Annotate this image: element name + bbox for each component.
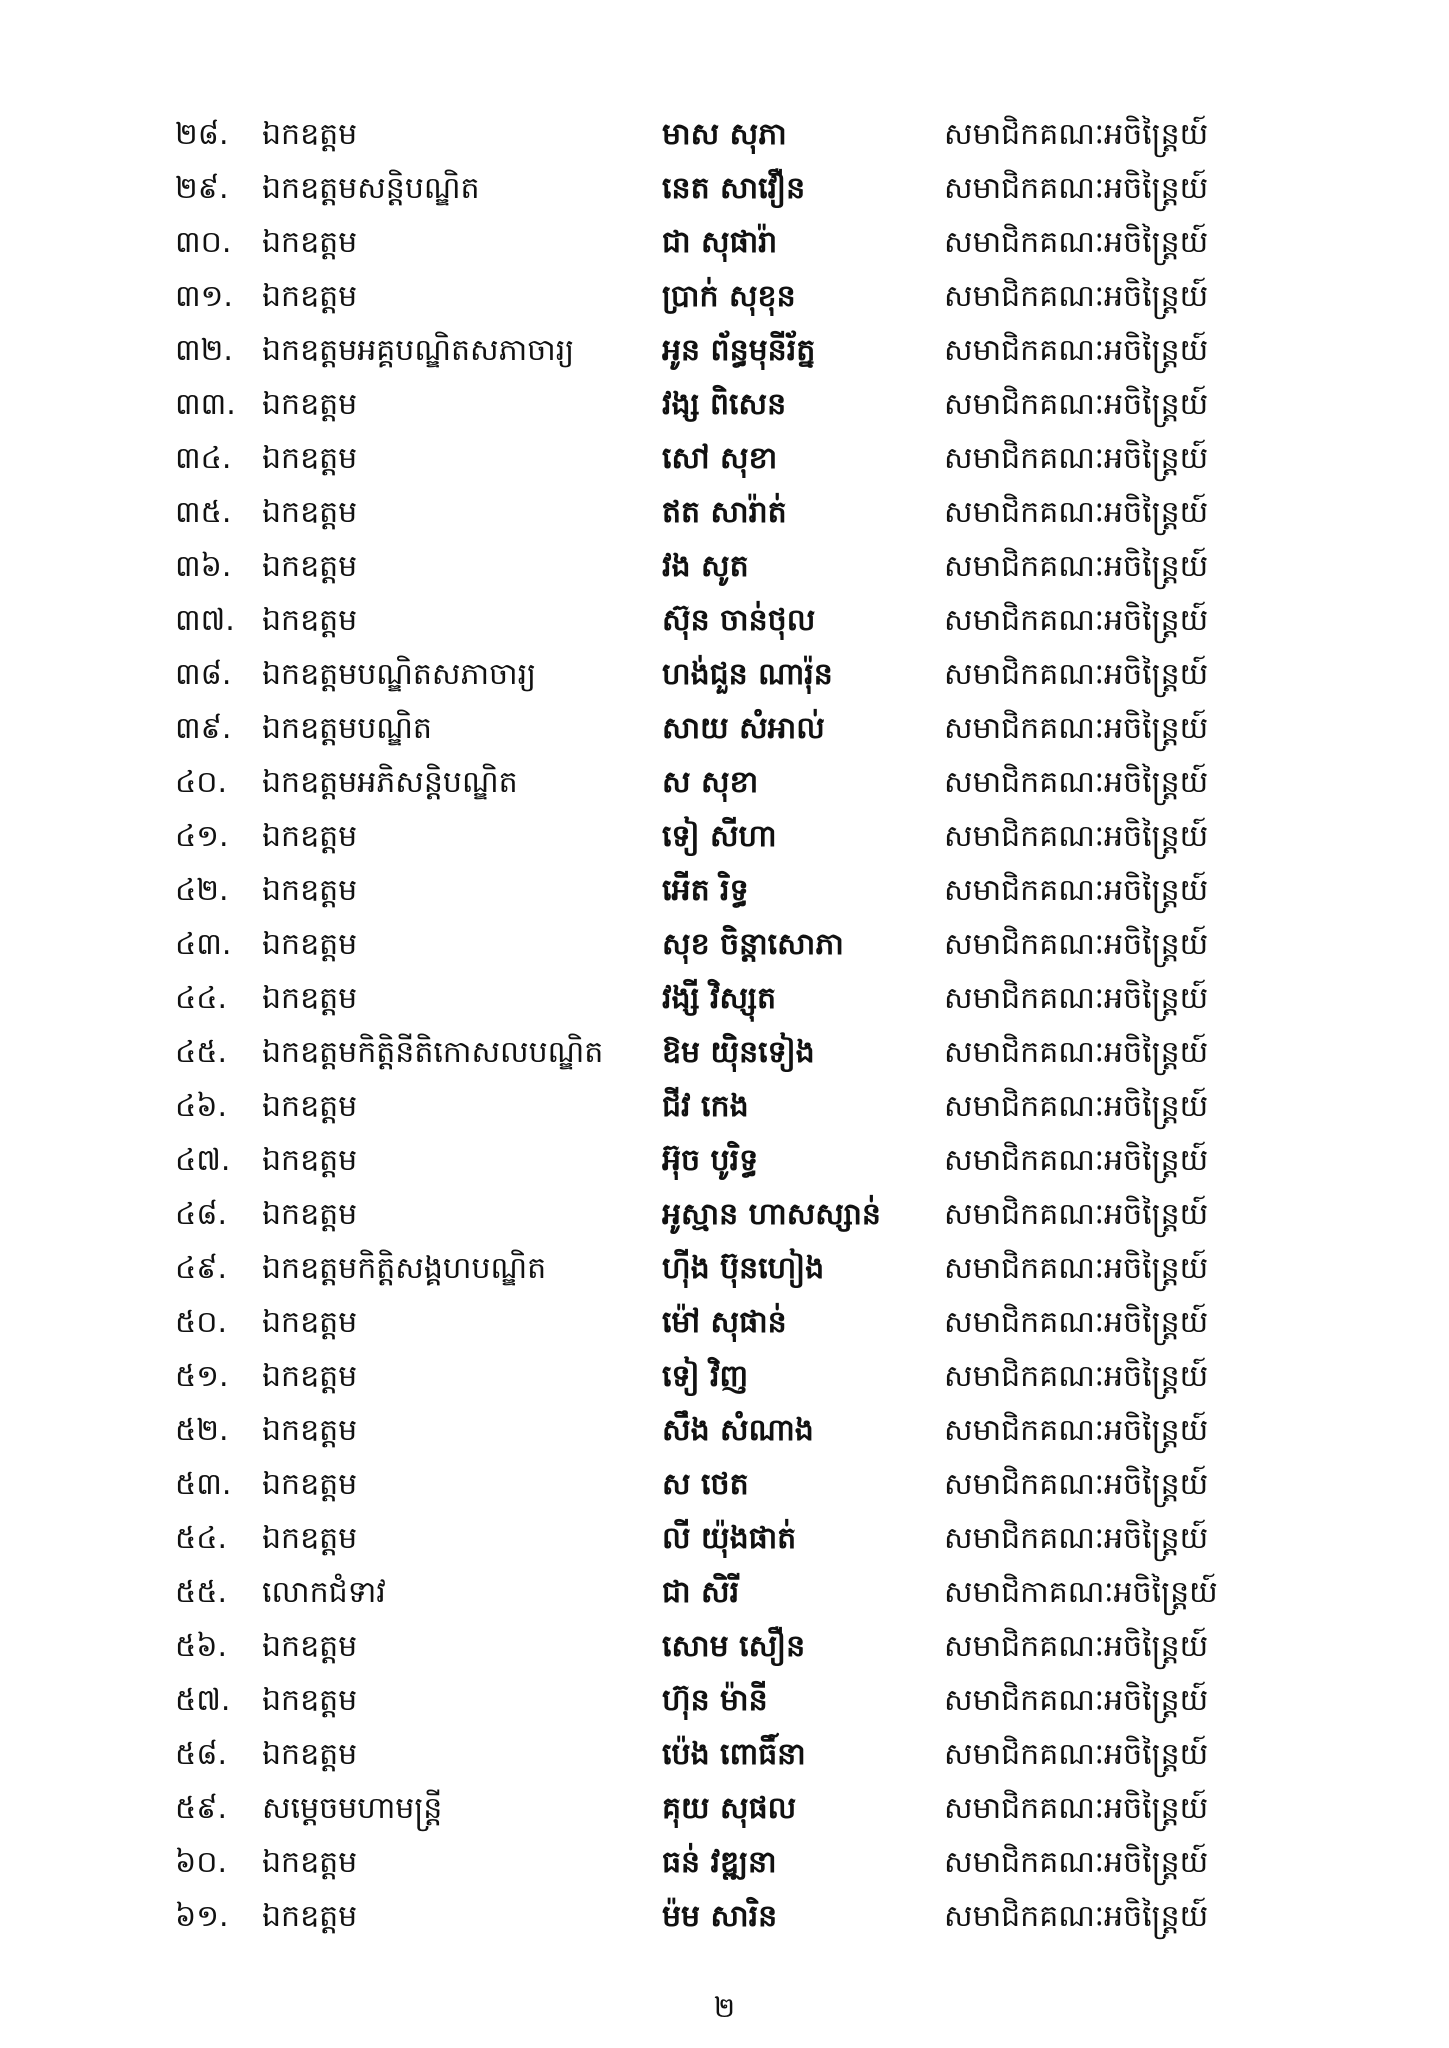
item-role: សមាជិកគណៈអចិន្ត្រៃយ៍ bbox=[944, 1143, 1209, 1178]
item-number: ៤៩. bbox=[175, 1251, 228, 1286]
list-item bbox=[0, 270, 1449, 324]
list-item bbox=[0, 432, 1449, 486]
item-number: ២៨. bbox=[175, 117, 229, 152]
item-name: ជីវ កេង bbox=[662, 1089, 749, 1124]
item-title: ឯកឧត្តម bbox=[262, 1089, 358, 1124]
list-item bbox=[0, 594, 1449, 648]
item-number: ៣៣. bbox=[175, 387, 236, 422]
item-role: សមាជិកគណៈអចិន្ត្រៃយ៍ bbox=[944, 981, 1209, 1016]
list-item bbox=[0, 378, 1449, 432]
item-name: សៅ សុខា bbox=[662, 441, 778, 476]
list-item bbox=[0, 1350, 1449, 1404]
item-number: ៣៦. bbox=[175, 549, 232, 584]
list-item bbox=[0, 1134, 1449, 1188]
item-title: ឯកឧត្តម bbox=[262, 1899, 358, 1934]
item-number: ៥០. bbox=[175, 1305, 228, 1340]
item-number: ៤៥. bbox=[175, 1035, 228, 1070]
list-item bbox=[0, 1404, 1449, 1458]
list-item bbox=[0, 1188, 1449, 1242]
list-item bbox=[0, 972, 1449, 1026]
item-name: ស៊ុន ចាន់ថុល bbox=[662, 603, 816, 638]
list-item bbox=[0, 1458, 1449, 1512]
item-title: ឯកឧត្តមកិត្តិនីតិកោសលបណ្ឌិត bbox=[262, 1035, 604, 1070]
list-item bbox=[0, 1836, 1449, 1890]
item-title: ឯកឧត្តម bbox=[262, 1683, 358, 1718]
item-number: ៣៩. bbox=[175, 711, 232, 746]
item-name: ជា សិរី bbox=[662, 1575, 740, 1610]
item-name: អូស្មាន ហាសស្សាន់ bbox=[662, 1197, 881, 1232]
item-number: ៣១. bbox=[175, 279, 233, 314]
item-number: ៥៥. bbox=[175, 1575, 228, 1610]
item-title: ឯកឧត្តម bbox=[262, 549, 358, 584]
item-role: សមាជិកគណៈអចិន្ត្រៃយ៍ bbox=[944, 1845, 1209, 1880]
list-item bbox=[0, 810, 1449, 864]
item-number: ៥៣. bbox=[175, 1467, 232, 1502]
list-item bbox=[0, 540, 1449, 594]
item-number: ៣២. bbox=[175, 333, 233, 368]
item-name: ប្រាក់ សុខុន bbox=[662, 279, 796, 314]
item-name: ជា សុផារ៉ា bbox=[662, 225, 778, 260]
item-name: វង្សី វិស្សុត bbox=[662, 981, 777, 1016]
list-item bbox=[0, 1620, 1449, 1674]
item-number: ៤៨. bbox=[175, 1197, 228, 1232]
item-number: ៥៨. bbox=[175, 1737, 228, 1772]
item-name: វង្ស ពិសេន bbox=[662, 387, 787, 422]
item-role: សមាជិកគណៈអចិន្ត្រៃយ៍ bbox=[944, 1683, 1209, 1718]
item-number: ៥១. bbox=[175, 1359, 229, 1394]
item-title: ឯកឧត្តមអភិសន្តិបណ្ឌិត bbox=[262, 765, 518, 800]
item-title: ឯកឧត្តម bbox=[262, 117, 358, 152]
list-item bbox=[0, 1782, 1449, 1836]
item-role: សមាជិកគណៈអចិន្ត្រៃយ៍ bbox=[944, 1089, 1209, 1124]
item-role: សមាជិកគណៈអចិន្ត្រៃយ៍ bbox=[944, 1197, 1209, 1232]
item-title: ឯកឧត្តម bbox=[262, 1845, 358, 1880]
list-item bbox=[0, 1242, 1449, 1296]
item-name: ហ៊ុន ម៉ានី bbox=[662, 1683, 768, 1718]
item-title: ឯកឧត្តម bbox=[262, 603, 358, 638]
item-role: សមាជិកគណៈអចិន្ត្រៃយ៍ bbox=[944, 279, 1209, 314]
item-name: សាយ សំអាល់ bbox=[662, 711, 825, 746]
item-title: ឯកឧត្តម bbox=[262, 1467, 358, 1502]
item-name: សុខ ចិន្តាសោភា bbox=[662, 927, 844, 962]
item-name: អូន ព័ន្ធមុនីរ័ត្ន bbox=[662, 333, 816, 368]
item-role: សមាជិកគណៈអចិន្ត្រៃយ៍ bbox=[944, 171, 1209, 206]
item-role: សមាជិកគណៈអចិន្ត្រៃយ៍ bbox=[944, 1359, 1209, 1394]
item-name: អើត រិទ្ធ bbox=[662, 873, 749, 908]
item-name: ស សុខា bbox=[662, 765, 759, 800]
member-list bbox=[0, 108, 1449, 1944]
item-name: គុយ សុផល bbox=[662, 1791, 797, 1826]
item-role: សមាជិកគណៈអចិន្ត្រៃយ៍ bbox=[944, 1521, 1209, 1556]
item-title: ឯកឧត្តម bbox=[262, 1197, 358, 1232]
item-number: ៤៤. bbox=[175, 981, 228, 1016]
item-role: សមាជិកគណៈអចិន្ត្រៃយ៍ bbox=[944, 1791, 1209, 1826]
item-name: ស ថេត bbox=[662, 1467, 749, 1502]
item-role: សមាជិកគណៈអចិន្ត្រៃយ៍ bbox=[944, 873, 1209, 908]
item-name: ទៀ សីហា bbox=[662, 819, 777, 854]
item-number: ៥២. bbox=[175, 1413, 229, 1448]
list-item bbox=[0, 1890, 1449, 1944]
item-number: ៤៦. bbox=[175, 1089, 228, 1124]
item-name: សឹង សំណាង bbox=[662, 1413, 814, 1448]
item-title: ឯកឧត្តម bbox=[262, 1521, 358, 1556]
list-item bbox=[0, 864, 1449, 918]
item-title: សម្តេចមហាមន្ត្រី bbox=[262, 1791, 443, 1826]
item-role: សមាជិកគណៈអចិន្ត្រៃយ៍ bbox=[944, 1413, 1209, 1448]
item-name: ទៀ វិញ bbox=[662, 1359, 749, 1394]
item-name: នេត សាវឿន bbox=[662, 171, 806, 206]
item-role: សមាជិកគណៈអចិន្ត្រៃយ៍ bbox=[944, 333, 1209, 368]
item-name: ហ៊ីង ប៊ុនហៀង bbox=[662, 1251, 825, 1286]
item-number: ៦១. bbox=[175, 1899, 229, 1934]
item-role: សមាជិកគណៈអចិន្ត្រៃយ៍ bbox=[944, 1899, 1209, 1934]
item-role: សមាជិកគណៈអចិន្ត្រៃយ៍ bbox=[944, 1467, 1209, 1502]
item-title: ឯកឧត្តមសន្តិបណ្ឌិត bbox=[262, 171, 480, 206]
item-number: ៤៧. bbox=[175, 1143, 231, 1178]
list-item bbox=[0, 918, 1449, 972]
list-item bbox=[0, 216, 1449, 270]
item-number: ៥៧. bbox=[175, 1683, 231, 1718]
item-name: ប៉េង ពោធិ៍នា bbox=[662, 1737, 806, 1772]
item-number: ៣០. bbox=[175, 225, 232, 260]
item-role: សមាជិកគណៈអចិន្ត្រៃយ៍ bbox=[944, 819, 1209, 854]
list-item bbox=[0, 1026, 1449, 1080]
item-role: សមាជិកគណៈអចិន្ត្រៃយ៍ bbox=[944, 1251, 1209, 1286]
item-title: ឯកឧត្តម bbox=[262, 981, 358, 1016]
item-name: អ៊ុច បូរិទ្ធ bbox=[662, 1143, 759, 1178]
item-name: ឱម យ៉ិនទៀង bbox=[662, 1035, 815, 1070]
item-title: ឯកឧត្តម bbox=[262, 279, 358, 314]
item-role: សមាជិកគណៈអចិន្ត្រៃយ៍ bbox=[944, 549, 1209, 584]
item-number: ៤១. bbox=[175, 819, 229, 854]
item-number: ៥៦. bbox=[175, 1629, 228, 1664]
item-title: ឯកឧត្តម bbox=[262, 1413, 358, 1448]
item-name: ឥត សារ៉ាត់ bbox=[662, 495, 787, 530]
item-role: សមាជិកគណៈអចិន្ត្រៃយ៍ bbox=[944, 711, 1209, 746]
item-role: សមាជិកគណៈអចិន្ត្រៃយ៍ bbox=[944, 117, 1209, 152]
item-role: សមាជិកគណៈអចិន្ត្រៃយ៍ bbox=[944, 1035, 1209, 1070]
item-role: សមាជិកគណៈអចិន្ត្រៃយ៍ bbox=[944, 387, 1209, 422]
item-number: ៣៧. bbox=[175, 603, 235, 638]
item-name: លី យ៉ុងផាត់ bbox=[662, 1521, 797, 1556]
item-role: សមាជិកគណៈអចិន្ត្រៃយ៍ bbox=[944, 765, 1209, 800]
item-number: ៣៥. bbox=[175, 495, 232, 530]
item-title: ឯកឧត្តម bbox=[262, 225, 358, 260]
item-title: ឯកឧត្តម bbox=[262, 873, 358, 908]
list-item bbox=[0, 1512, 1449, 1566]
item-title: ឯកឧត្តមអគ្គបណ្ឌិតសភាចារ្យ bbox=[262, 333, 575, 368]
item-title: ឯកឧត្តម bbox=[262, 819, 358, 854]
list-item bbox=[0, 162, 1449, 216]
item-name: មាស សុភា bbox=[662, 117, 787, 152]
list-item bbox=[0, 324, 1449, 378]
item-role: សមាជិកាគណៈអចិន្ត្រៃយ៍ bbox=[944, 1575, 1218, 1610]
item-role: សមាជិកគណៈអចិន្ត្រៃយ៍ bbox=[944, 1629, 1209, 1664]
item-name: សោម សឿន bbox=[662, 1629, 806, 1664]
item-title: ឯកឧត្តម bbox=[262, 1305, 358, 1340]
list-item bbox=[0, 1674, 1449, 1728]
item-role: សមាជិកគណៈអចិន្ត្រៃយ៍ bbox=[944, 441, 1209, 476]
item-number: ៤០. bbox=[175, 765, 228, 800]
item-number: ២៩. bbox=[175, 171, 229, 206]
item-role: សមាជិកគណៈអចិន្ត្រៃយ៍ bbox=[944, 495, 1209, 530]
page-number: ២ bbox=[713, 1991, 736, 2024]
item-name: ហង់ជួន ណារ៉ុន bbox=[662, 657, 833, 692]
item-role: សមាជិកគណៈអចិន្ត្រៃយ៍ bbox=[944, 1305, 1209, 1340]
item-role: សមាជិកគណៈអចិន្ត្រៃយ៍ bbox=[944, 603, 1209, 638]
item-title: ឯកឧត្តមបណ្ឌិត bbox=[262, 711, 432, 746]
item-name: ម៉ម សារិន bbox=[662, 1899, 778, 1934]
list-item bbox=[0, 1566, 1449, 1620]
item-name: ម៉ៅ សុផាន់ bbox=[662, 1305, 787, 1340]
item-role: សមាជិកគណៈអចិន្ត្រៃយ៍ bbox=[944, 927, 1209, 962]
list-item bbox=[0, 756, 1449, 810]
item-name: ធន់ វឌ្ឍនា bbox=[662, 1845, 777, 1880]
item-number: ៥៩. bbox=[175, 1791, 228, 1826]
list-item bbox=[0, 1296, 1449, 1350]
item-number: ៦០. bbox=[175, 1845, 228, 1880]
item-title: ឯកឧត្តម bbox=[262, 387, 358, 422]
item-title: ឯកឧត្តម bbox=[262, 1737, 358, 1772]
list-item bbox=[0, 486, 1449, 540]
item-title: ឯកឧត្តម bbox=[262, 441, 358, 476]
list-item bbox=[0, 1080, 1449, 1134]
item-number: ៥៤. bbox=[175, 1521, 228, 1556]
item-title: ឯកឧត្តម bbox=[262, 1359, 358, 1394]
item-number: ៣៨. bbox=[175, 657, 232, 692]
item-title: ឯកឧត្តម bbox=[262, 1143, 358, 1178]
item-title: ឯកឧត្តមបណ្ឌិតសភាចារ្យ bbox=[262, 657, 537, 692]
item-number: ៣៤. bbox=[175, 441, 232, 476]
item-role: សមាជិកគណៈអចិន្ត្រៃយ៍ bbox=[944, 1737, 1209, 1772]
item-role: សមាជិកគណៈអចិន្ត្រៃយ៍ bbox=[944, 225, 1209, 260]
item-number: ៤៣. bbox=[175, 927, 232, 962]
list-item bbox=[0, 1728, 1449, 1782]
item-role: សមាជិកគណៈអចិន្ត្រៃយ៍ bbox=[944, 657, 1209, 692]
item-title: ឯកឧត្តម bbox=[262, 495, 358, 530]
item-title: ឯកឧត្តម bbox=[262, 927, 358, 962]
item-title: ឯកឧត្តម bbox=[262, 1629, 358, 1664]
list-item bbox=[0, 702, 1449, 756]
list-item bbox=[0, 108, 1449, 162]
item-title: លោកជំទាវ bbox=[262, 1575, 386, 1610]
item-title: ឯកឧត្តមកិត្តិសង្គហបណ្ឌិត bbox=[262, 1251, 547, 1286]
item-name: វង សូត bbox=[662, 549, 749, 584]
item-number: ៤២. bbox=[175, 873, 229, 908]
list-item bbox=[0, 648, 1449, 702]
